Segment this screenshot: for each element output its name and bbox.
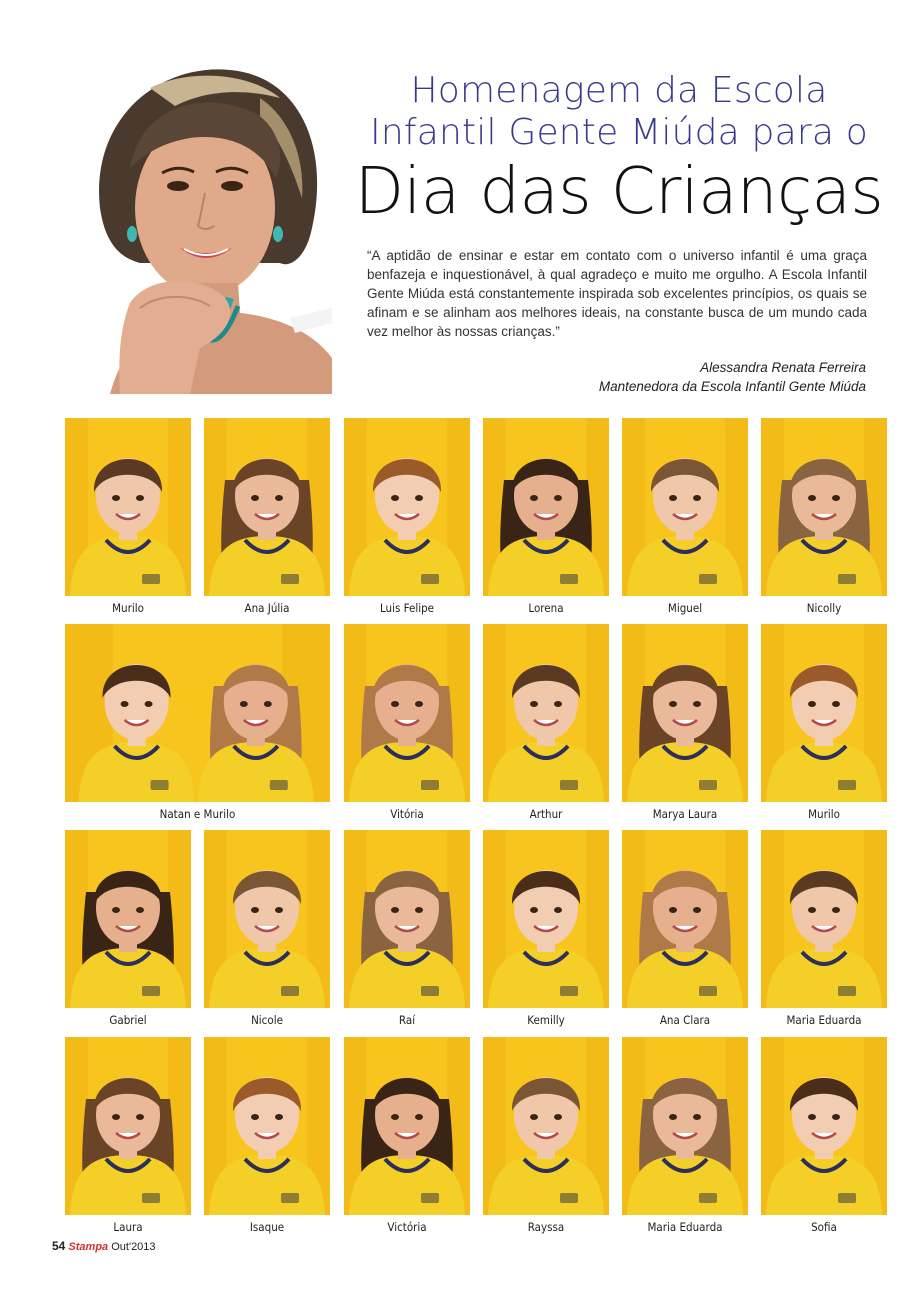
child-photo — [761, 624, 887, 802]
child-photo — [483, 830, 609, 1008]
child-name: Gabriel — [109, 1013, 147, 1027]
child-photo — [483, 418, 609, 596]
child-photo — [344, 418, 470, 596]
child-photo — [622, 1037, 748, 1215]
child-name: Sofia — [811, 1220, 837, 1234]
child-name: Nicole — [251, 1013, 283, 1027]
child-name: Murilo — [808, 807, 840, 821]
magazine-name: Stampa — [68, 1241, 109, 1253]
child-name: Vitória — [390, 807, 424, 821]
child-photo — [344, 830, 470, 1008]
title-line-1: Homenagem da Escola — [410, 70, 828, 111]
child-photo — [761, 830, 887, 1008]
child-name: Laura — [113, 1220, 143, 1234]
child-photo — [622, 418, 748, 596]
child-photo — [204, 1037, 330, 1215]
director-portrait — [80, 58, 332, 394]
child-name: Natan e Murilo — [159, 807, 236, 821]
title-line-2: Infantil Gente Miúda para o — [370, 112, 868, 153]
issue-date: Out'2013 — [111, 1241, 156, 1253]
child-photo — [204, 418, 330, 596]
director-quote: “A aptidão de ensinar e estar em contato com o universo infantil é uma graça benfazeja e inquestionável, à qual agradeço e muito me orgulho. A Escola Infantil Gente Miúda está constantemente inspirada sob excelentes princípios, os quais se afinam e se alinham aos melhores ideais, na constante busca de um mundo cada vez melhor às nossas crianças.” — [367, 248, 867, 339]
child-photo — [483, 1037, 609, 1215]
child-name: Murilo — [112, 601, 144, 615]
child-name: Ana Júlia — [244, 601, 290, 615]
child-name: Ana Clara — [659, 1013, 711, 1027]
child-name: Isaque — [249, 1220, 285, 1234]
child-photo — [65, 624, 330, 802]
child-name: Arthur — [529, 807, 563, 821]
signature-role: Mantenedora da Escola Infantil Gente Miúda — [598, 379, 866, 394]
child-photo — [761, 1037, 887, 1215]
child-photo — [65, 830, 191, 1008]
child-name: Maria Eduarda — [647, 1220, 723, 1234]
child-name: Miguel — [667, 601, 703, 615]
child-photo — [344, 624, 470, 802]
page-title — [350, 70, 888, 230]
child-photo — [65, 1037, 191, 1215]
child-name: Luis Felipe — [379, 601, 435, 615]
child-photo — [344, 1037, 470, 1215]
child-name: Rayssa — [527, 1220, 565, 1234]
child-name: Maria Eduarda — [786, 1013, 862, 1027]
child-photo — [204, 830, 330, 1008]
child-photo — [622, 624, 748, 802]
child-name: Raí — [398, 1013, 416, 1027]
child-name: Victória — [387, 1220, 427, 1234]
page-footer — [52, 1239, 156, 1253]
child-name: Kemilly — [527, 1013, 565, 1027]
child-photo — [65, 418, 191, 596]
child-photo — [761, 418, 887, 596]
child-name: Lorena — [528, 601, 564, 615]
child-photo — [622, 830, 748, 1008]
child-photo — [483, 624, 609, 802]
title-main: Dia das Crianças — [354, 155, 884, 229]
page-number: 54 — [52, 1239, 66, 1253]
child-name: Marya Laura — [652, 807, 718, 821]
signature-name: Alessandra Renata Ferreira — [700, 360, 866, 375]
child-name: Nicolly — [806, 601, 842, 615]
signature — [599, 358, 866, 396]
